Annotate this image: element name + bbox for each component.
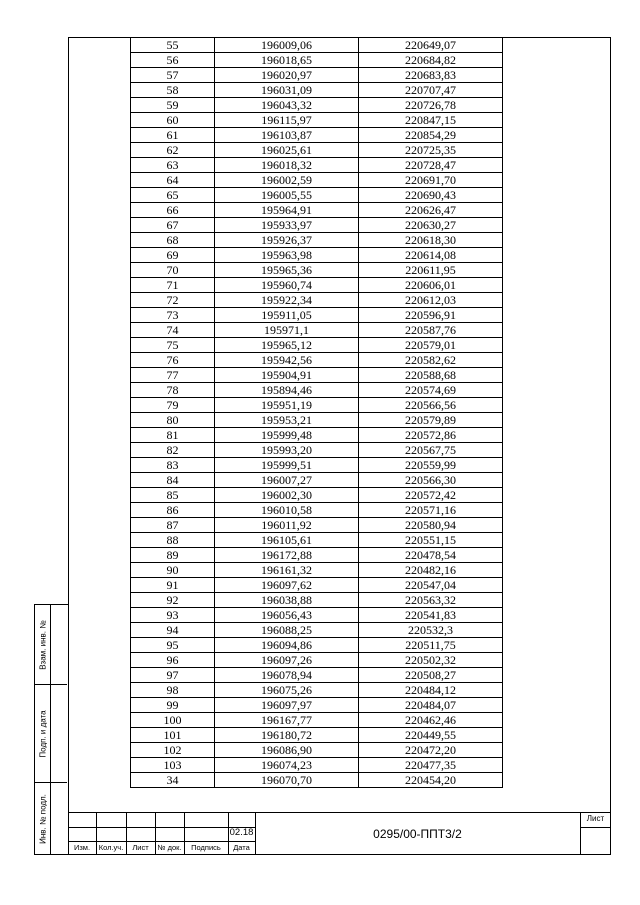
table-row: [131, 53, 503, 68]
table-row: [131, 518, 503, 533]
table-row: [131, 218, 503, 233]
table-row: [131, 503, 503, 518]
y-coordinate-cell: 220587,76: [359, 323, 503, 338]
table-row: [131, 188, 503, 203]
y-coordinate-cell: 220618,30: [359, 233, 503, 248]
point-number-cell: 78: [131, 383, 215, 398]
point-number-cell: 90: [131, 563, 215, 578]
table-row: [131, 398, 503, 413]
table-row: [131, 383, 503, 398]
x-coordinate-cell: 195904,91: [215, 368, 359, 383]
table-row: [131, 233, 503, 248]
x-coordinate-cell: 195999,48: [215, 428, 359, 443]
point-number-cell: 70: [131, 263, 215, 278]
point-number-cell: 85: [131, 488, 215, 503]
y-coordinate-cell: 220572,42: [359, 488, 503, 503]
point-number-cell: 60: [131, 113, 215, 128]
y-coordinate-cell: 220462,46: [359, 713, 503, 728]
table-row: [131, 83, 503, 98]
point-number-cell: 103: [131, 758, 215, 773]
x-coordinate-cell: 196172,88: [215, 548, 359, 563]
y-coordinate-cell: 220649,07: [359, 38, 503, 53]
x-coordinate-cell: 195960,74: [215, 278, 359, 293]
x-coordinate-cell: 195926,37: [215, 233, 359, 248]
x-coordinate-cell: 195993,20: [215, 443, 359, 458]
x-coordinate-cell: 196011,92: [215, 518, 359, 533]
table-row: [131, 428, 503, 443]
table-row: [131, 458, 503, 473]
point-number-cell: 89: [131, 548, 215, 563]
point-number-cell: 57: [131, 68, 215, 83]
x-coordinate-cell: 196115,97: [215, 113, 359, 128]
table-row: [131, 248, 503, 263]
point-number-cell: 64: [131, 173, 215, 188]
y-coordinate-cell: 220596,91: [359, 308, 503, 323]
point-number-cell: 62: [131, 143, 215, 158]
x-coordinate-cell: 196020,97: [215, 68, 359, 83]
x-coordinate-cell: 196161,32: [215, 563, 359, 578]
table-row: [131, 623, 503, 638]
point-number-cell: 68: [131, 233, 215, 248]
y-coordinate-cell: 220611,95: [359, 263, 503, 278]
point-number-cell: 65: [131, 188, 215, 203]
point-number-cell: 55: [131, 38, 215, 53]
replacement-inventory-label: Взам. инв. №: [38, 619, 47, 670]
table-row: [131, 278, 503, 293]
table-row: [131, 113, 503, 128]
y-coordinate-cell: 220477,35: [359, 758, 503, 773]
point-number-cell: 80: [131, 413, 215, 428]
y-coordinate-cell: 220579,89: [359, 413, 503, 428]
point-number-cell: 95: [131, 638, 215, 653]
x-coordinate-cell: 196010,58: [215, 503, 359, 518]
table-row: [131, 353, 503, 368]
x-coordinate-cell: 196097,62: [215, 578, 359, 593]
x-coordinate-cell: 196025,61: [215, 143, 359, 158]
x-coordinate-cell: 195933,97: [215, 218, 359, 233]
y-coordinate-cell: 220508,27: [359, 668, 503, 683]
x-coordinate-cell: 196074,23: [215, 758, 359, 773]
point-number-cell: 34: [131, 773, 215, 788]
table-row: [131, 608, 503, 623]
y-coordinate-cell: 220532,3: [359, 623, 503, 638]
point-number-cell: 93: [131, 608, 215, 623]
point-number-cell: 73: [131, 308, 215, 323]
y-coordinate-cell: 220541,83: [359, 608, 503, 623]
table-row: [131, 473, 503, 488]
table-row: [131, 68, 503, 83]
x-coordinate-cell: 195894,46: [215, 383, 359, 398]
y-coordinate-cell: 220588,68: [359, 368, 503, 383]
table-row: [131, 653, 503, 668]
x-coordinate-cell: 196075,26: [215, 683, 359, 698]
x-coordinate-cell: 196018,32: [215, 158, 359, 173]
stamp-date: 02.18: [229, 827, 254, 838]
y-coordinate-cell: 220559,99: [359, 458, 503, 473]
x-coordinate-cell: 196002,30: [215, 488, 359, 503]
x-coordinate-cell: 196002,59: [215, 173, 359, 188]
point-number-cell: 76: [131, 353, 215, 368]
y-coordinate-cell: 220472,20: [359, 743, 503, 758]
point-number-cell: 56: [131, 53, 215, 68]
table-row: [131, 698, 503, 713]
point-number-cell: 102: [131, 743, 215, 758]
y-coordinate-cell: 220449,55: [359, 728, 503, 743]
left-stamp-column: [34, 604, 68, 855]
table-row: [131, 548, 503, 563]
x-coordinate-cell: 196070,70: [215, 773, 359, 788]
table-row: [131, 143, 503, 158]
table-row: [131, 758, 503, 773]
x-coordinate-cell: 196180,72: [215, 728, 359, 743]
point-number-cell: 88: [131, 533, 215, 548]
point-number-cell: 81: [131, 428, 215, 443]
y-coordinate-cell: 220612,03: [359, 293, 503, 308]
coordinates-table-body: [131, 38, 503, 788]
table-row: [131, 263, 503, 278]
point-number-cell: 71: [131, 278, 215, 293]
point-number-cell: 77: [131, 368, 215, 383]
y-coordinate-cell: 220630,27: [359, 218, 503, 233]
table-row: [131, 308, 503, 323]
table-row: [131, 728, 503, 743]
y-coordinate-cell: 220484,12: [359, 683, 503, 698]
y-coordinate-cell: 220567,75: [359, 443, 503, 458]
x-coordinate-cell: 196005,55: [215, 188, 359, 203]
original-inventory-cell: [35, 783, 67, 854]
x-coordinate-cell: 195953,21: [215, 413, 359, 428]
x-coordinate-cell: 196007,27: [215, 473, 359, 488]
point-number-cell: 100: [131, 713, 215, 728]
table-row: [131, 533, 503, 548]
y-coordinate-cell: 220484,07: [359, 698, 503, 713]
x-coordinate-cell: 196086,90: [215, 743, 359, 758]
table-row: [131, 293, 503, 308]
table-row: [131, 128, 503, 143]
x-coordinate-cell: 196078,94: [215, 668, 359, 683]
table-row: [131, 488, 503, 503]
table-row: [131, 98, 503, 113]
x-coordinate-cell: 195911,05: [215, 308, 359, 323]
point-number-cell: 66: [131, 203, 215, 218]
x-coordinate-cell: 195922,34: [215, 293, 359, 308]
header-signature: Подпись: [191, 843, 221, 852]
y-coordinate-cell: 220847,15: [359, 113, 503, 128]
table-row: [131, 338, 503, 353]
x-coordinate-cell: 196031,09: [215, 83, 359, 98]
point-number-cell: 58: [131, 83, 215, 98]
y-coordinate-cell: 220502,32: [359, 653, 503, 668]
table-row: [131, 773, 503, 788]
y-coordinate-cell: 220683,83: [359, 68, 503, 83]
point-number-cell: 98: [131, 683, 215, 698]
table-row: [131, 743, 503, 758]
y-coordinate-cell: 220726,78: [359, 98, 503, 113]
y-coordinate-cell: 220551,15: [359, 533, 503, 548]
x-coordinate-cell: 195951,19: [215, 398, 359, 413]
point-number-cell: 69: [131, 248, 215, 263]
table-row: [131, 713, 503, 728]
point-number-cell: 59: [131, 98, 215, 113]
y-coordinate-cell: 220566,30: [359, 473, 503, 488]
y-coordinate-cell: 220482,16: [359, 563, 503, 578]
x-coordinate-cell: 195942,56: [215, 353, 359, 368]
point-number-cell: 75: [131, 338, 215, 353]
y-coordinate-cell: 220579,01: [359, 338, 503, 353]
point-number-cell: 86: [131, 503, 215, 518]
point-number-cell: 91: [131, 578, 215, 593]
signature-date-cell: [35, 685, 67, 783]
point-number-cell: 96: [131, 653, 215, 668]
point-number-cell: 94: [131, 623, 215, 638]
y-coordinate-cell: 220454,20: [359, 773, 503, 788]
y-coordinate-cell: 220606,01: [359, 278, 503, 293]
point-number-cell: 63: [131, 158, 215, 173]
y-coordinate-cell: 220684,82: [359, 53, 503, 68]
table-row: [131, 668, 503, 683]
table-row: [131, 173, 503, 188]
x-coordinate-cell: 196038,88: [215, 593, 359, 608]
x-coordinate-cell: 196043,32: [215, 98, 359, 113]
point-number-cell: 92: [131, 593, 215, 608]
y-coordinate-cell: 220572,86: [359, 428, 503, 443]
x-coordinate-cell: 195963,98: [215, 248, 359, 263]
y-coordinate-cell: 220563,32: [359, 593, 503, 608]
x-coordinate-cell: 196088,25: [215, 623, 359, 638]
y-coordinate-cell: 220690,43: [359, 188, 503, 203]
x-coordinate-cell: 196103,87: [215, 128, 359, 143]
y-coordinate-cell: 220728,47: [359, 158, 503, 173]
header-change: Изм.: [73, 843, 91, 852]
replacement-inventory-cell: [35, 605, 67, 685]
y-coordinate-cell: 220725,35: [359, 143, 503, 158]
y-coordinate-cell: 220626,47: [359, 203, 503, 218]
header-date: Дата: [233, 843, 250, 852]
table-row: [131, 563, 503, 578]
point-number-cell: 97: [131, 668, 215, 683]
x-coordinate-cell: 196056,43: [215, 608, 359, 623]
title-block: [68, 812, 611, 855]
y-coordinate-cell: 220691,70: [359, 173, 503, 188]
x-coordinate-cell: 196097,97: [215, 698, 359, 713]
table-row: [131, 368, 503, 383]
header-sheet: Лист: [132, 843, 149, 852]
y-coordinate-cell: 220580,94: [359, 518, 503, 533]
table-row: [131, 443, 503, 458]
x-coordinate-cell: 195965,36: [215, 263, 359, 278]
point-number-cell: 83: [131, 458, 215, 473]
table-row: [131, 638, 503, 653]
y-coordinate-cell: 220707,47: [359, 83, 503, 98]
y-coordinate-cell: 220547,04: [359, 578, 503, 593]
point-number-cell: 74: [131, 323, 215, 338]
point-number-cell: 99: [131, 698, 215, 713]
y-coordinate-cell: 220854,29: [359, 128, 503, 143]
y-coordinate-cell: 220571,16: [359, 503, 503, 518]
x-coordinate-cell: 196094,86: [215, 638, 359, 653]
point-number-cell: 101: [131, 728, 215, 743]
table-row: [131, 158, 503, 173]
x-coordinate-cell: 196009,06: [215, 38, 359, 53]
document-number: 0295/00-ППТ3/2: [373, 827, 462, 841]
point-number-cell: 84: [131, 473, 215, 488]
point-number-cell: 67: [131, 218, 215, 233]
table-row: [131, 593, 503, 608]
x-coordinate-cell: 196097,26: [215, 653, 359, 668]
table-row: [131, 683, 503, 698]
header-doc-number: № док.: [157, 843, 182, 852]
x-coordinate-cell: 195999,51: [215, 458, 359, 473]
y-coordinate-cell: 220511,75: [359, 638, 503, 653]
header-quantity: Кол.уч.: [98, 843, 124, 852]
original-inventory-label: Инв. № подл.: [38, 793, 47, 844]
x-coordinate-cell: 196167,77: [215, 713, 359, 728]
table-row: [131, 413, 503, 428]
y-coordinate-cell: 220614,08: [359, 248, 503, 263]
point-number-cell: 61: [131, 128, 215, 143]
x-coordinate-cell: 195965,12: [215, 338, 359, 353]
sheet-label: Лист: [586, 814, 605, 823]
x-coordinate-cell: 196018,65: [215, 53, 359, 68]
y-coordinate-cell: 220574,69: [359, 383, 503, 398]
point-number-cell: 72: [131, 293, 215, 308]
point-number-cell: 87: [131, 518, 215, 533]
point-number-cell: 79: [131, 398, 215, 413]
signature-date-label: Подп. и дата: [38, 709, 47, 758]
table-row: [131, 578, 503, 593]
y-coordinate-cell: 220582,62: [359, 353, 503, 368]
x-coordinate-cell: 195964,91: [215, 203, 359, 218]
x-coordinate-cell: 195971,1: [215, 323, 359, 338]
table-row: [131, 323, 503, 338]
y-coordinate-cell: 220478,54: [359, 548, 503, 563]
table-row: [131, 38, 503, 53]
point-number-cell: 82: [131, 443, 215, 458]
table-row: [131, 203, 503, 218]
coordinates-table: [130, 37, 503, 788]
x-coordinate-cell: 196105,61: [215, 533, 359, 548]
y-coordinate-cell: 220566,56: [359, 398, 503, 413]
